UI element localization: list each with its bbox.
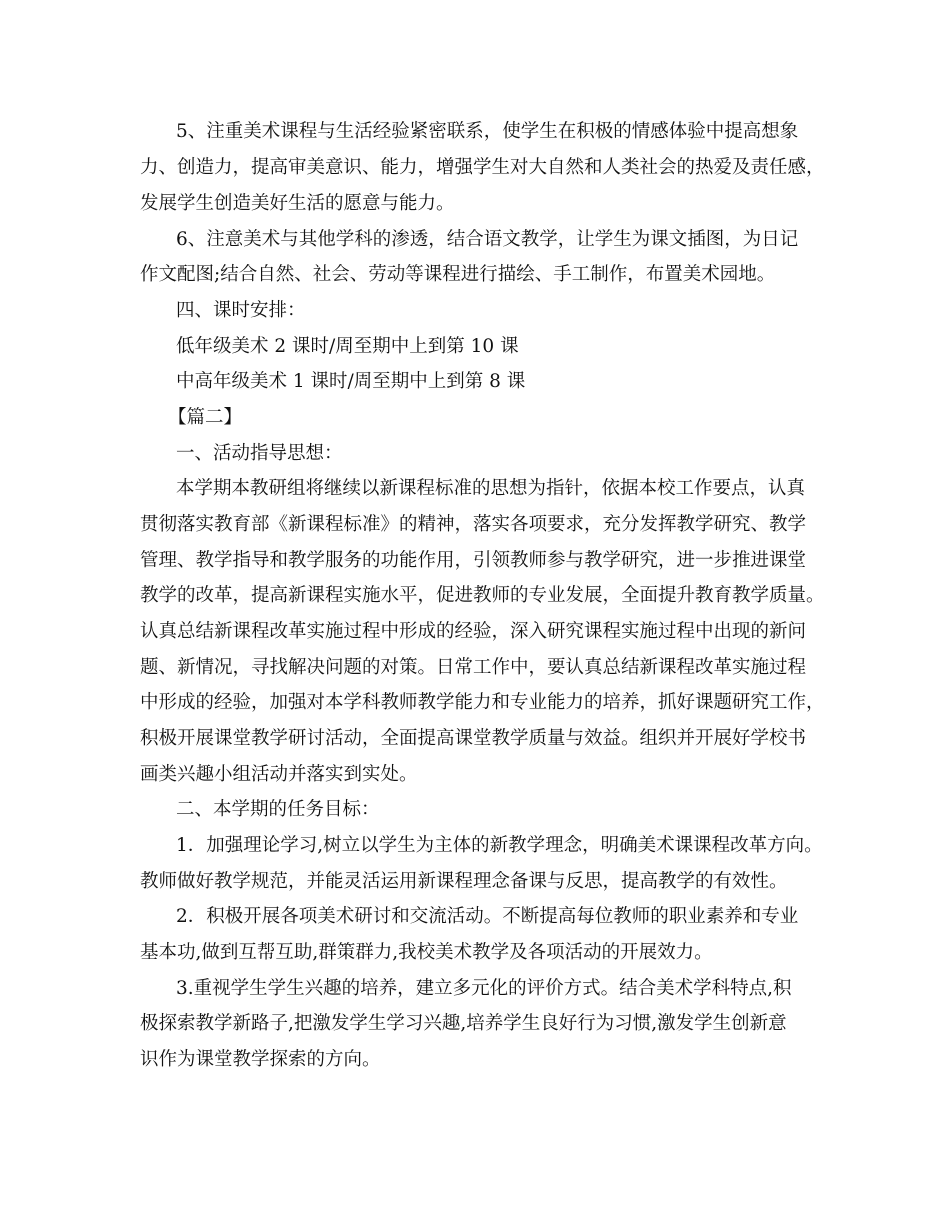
text-line: 中高年级美术 1 课时/周至期中上到第 8 课 [176,371,526,392]
text-line: 管理、教学指导和教学服务的功能作用，引领教师参与教学研究，进一步推进课堂 [140,550,807,571]
text-line: 识作为课堂教学探索的方向。 [140,1049,381,1070]
text-line: 中形成的经验，加强对本学科教师教学能力和专业能力的培养，抓好课题研究工作， [140,692,825,713]
section-heading: 四、课时安排： [176,300,306,321]
text-line: 力、创造力，提高审美意识、能力，增强学生对大自然和人类社会的热爱及责任感， [140,157,825,178]
text-line: 题、新情况，寻找解决问题的对策。日常工作中，要认真总结新课程改革实施过程 [140,657,807,678]
section-heading: 一、活动指导思想： [176,443,343,464]
chapter-heading: 【篇二】 [168,407,243,428]
text-line: 作文配图;结合自然、社会、劳动等课程进行描绘、手工制作，布置美术园地。 [140,264,776,285]
text-line: 教师做好教学规范，并能灵活运用新课程理念备课与反思，提高教学的有效性。 [140,871,788,892]
text-line: 贯彻落实教育部《新课程标准》的精神，落实各项要求，充分发挥教学研究、教学 [140,514,807,535]
text-line: 2．积极开展各项美术研讨和交流活动。不断提高每位教师的职业素养和专业 [176,906,799,927]
text-line: 1．加强理论学习,树立以学生为主体的新教学理念，明确美术课课程改革方向。 [176,835,823,856]
text-line: 5、注重美术课程与生活经验紧密联系，使学生在积极的情感体验中提高想象 [176,121,799,142]
text-line: 画类兴趣小组活动并落实到实处。 [140,764,418,785]
text-line: 认真总结新课程改革实施过程中形成的经验，深入研究课程实施过程中出现的新问 [140,621,807,642]
text-line: 发展学生创造美好生活的愿意与能力。 [140,193,455,214]
text-line: 本学期本教研组将继续以新课程标准的思想为指针，依据本校工作要点，认真 [176,478,806,499]
text-line: 基本功,做到互帮互助,群策群力,我校美术教学及各项活动的开展效力。 [140,942,713,963]
text-line: 教学的改革，提高新课程实施水平，促进教师的专业发展，全面提升教育教学质量。 [140,585,825,606]
text-line: 极探索教学新路子,把激发学生学习兴趣,培养学生良好行为习惯,激发学生创新意 [140,1013,787,1034]
section-heading: 二、本学期的任务目标： [176,799,380,820]
text-line: 积极开展课堂教学研讨活动，全面提高课堂教学质量与效益。组织并开展好学校书 [140,728,807,749]
text-line: 低年级美术 2 课时/周至期中上到第 10 课 [176,336,519,357]
text-line: 3.重视学生学生兴趣的培养，建立多元化的评价方式。结合美术学科特点,积 [176,978,792,999]
text-line: 6、注意美术与其他学科的渗透，结合语文教学，让学生为课文插图，为日记 [176,229,799,250]
